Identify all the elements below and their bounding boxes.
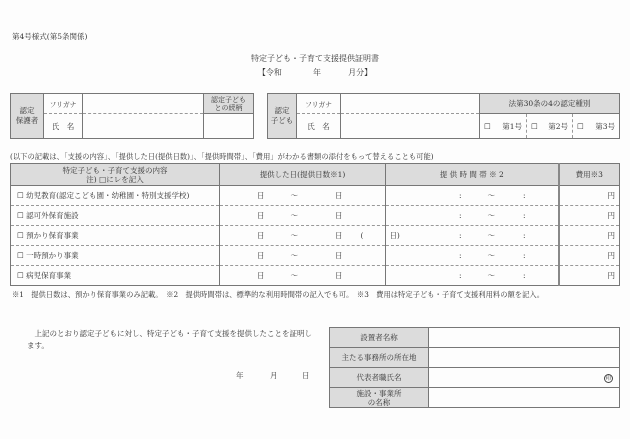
guardian-label-line1: 認定 bbox=[19, 106, 35, 115]
category-option-2[interactable] bbox=[527, 114, 573, 139]
day-from: 日 bbox=[257, 271, 265, 280]
day-from: 日 bbox=[257, 251, 265, 260]
category-1-label: 第1号 bbox=[502, 121, 522, 131]
certification-text: 上記のとおり認定子どもに対し、特定子ども・子育て支援を提供したことを証明します。 bbox=[27, 329, 312, 350]
guardian-name-label: 氏 名 bbox=[44, 114, 83, 139]
cost-field[interactable]: 円 bbox=[559, 186, 620, 206]
checkbox-icon[interactable]: ☐ bbox=[17, 251, 24, 260]
service-option[interactable] bbox=[11, 226, 220, 246]
child-name-label: 氏 名 bbox=[297, 114, 341, 139]
cost-field[interactable]: 円 bbox=[559, 266, 620, 286]
dates-field[interactable] bbox=[220, 186, 386, 206]
representative-field[interactable] bbox=[429, 368, 620, 388]
cert-month: 月 bbox=[270, 371, 278, 380]
hours-field[interactable] bbox=[386, 226, 559, 246]
tilde: 〜 bbox=[290, 211, 298, 220]
hours-field[interactable] bbox=[386, 186, 559, 206]
service-label: 認可外保育施設 bbox=[26, 211, 79, 220]
facility-name-label-line1: 施設・事業所 bbox=[356, 388, 402, 398]
guardian-furigana-label: フリガナ bbox=[44, 94, 83, 114]
period-year: 年 bbox=[313, 68, 321, 77]
hours-field[interactable] bbox=[386, 246, 559, 266]
days-close: 日) bbox=[389, 231, 400, 240]
service-label: 病児保育事業 bbox=[26, 271, 72, 280]
page-title: 特定子ども・子育て支援提供証明書 bbox=[251, 54, 379, 63]
facility-name-label-line2: の名称 bbox=[367, 397, 391, 407]
hours-field[interactable] bbox=[386, 266, 559, 286]
category-3-label: 第3号 bbox=[595, 121, 615, 131]
header-dates: 提供した日(提供日数※1) bbox=[220, 164, 386, 186]
guardian-table bbox=[10, 93, 254, 139]
day-from: 日 bbox=[257, 211, 265, 220]
child-name-field[interactable] bbox=[341, 114, 480, 139]
relation-field[interactable] bbox=[204, 114, 254, 139]
day-to: 日 bbox=[335, 211, 343, 220]
relation-label-line2: との続柄 bbox=[214, 103, 243, 112]
cert-day: 日 bbox=[302, 371, 310, 380]
day-from: 日 bbox=[257, 231, 265, 240]
provider-table bbox=[329, 327, 620, 408]
table-row bbox=[11, 186, 620, 206]
time-to: : bbox=[523, 271, 526, 280]
time-tilde: 〜 bbox=[487, 211, 496, 220]
checkbox-icon[interactable]: ☐ bbox=[531, 121, 538, 131]
day-to: 日 bbox=[335, 231, 343, 240]
header-cost: 費用※3 bbox=[559, 164, 620, 186]
day-to: 日 bbox=[335, 251, 343, 260]
dates-field[interactable] bbox=[220, 266, 386, 286]
time-from: : bbox=[459, 191, 462, 200]
time-from: : bbox=[459, 251, 462, 260]
office-address-label: 主たる事務所の所在地 bbox=[330, 348, 429, 368]
category-header: 法第30条の4の認定種別 bbox=[480, 94, 620, 114]
service-option[interactable] bbox=[11, 266, 220, 286]
attachment-note: (以下の記載は、「支援の内容」、「提供した日(提供日数)」、「提供時間帯」、「費用」がわかる書類の添付をもって替えることも可能) bbox=[10, 152, 434, 161]
header-content-line1: 特定子ども・子育て支援の内容 bbox=[62, 165, 168, 175]
time-tilde: 〜 bbox=[487, 251, 496, 260]
category-2-label: 第2号 bbox=[548, 121, 568, 131]
period-line bbox=[0, 67, 630, 78]
table-row bbox=[11, 266, 620, 286]
day-to: 日 bbox=[335, 271, 343, 280]
child-label-line1: 認定 bbox=[274, 106, 290, 115]
checkbox-icon[interactable]: ☐ bbox=[577, 121, 584, 131]
service-label: 幼児教育(認定こども園・幼稚園・特別支援学校) bbox=[26, 191, 190, 200]
office-address-field[interactable] bbox=[429, 348, 620, 368]
time-tilde: 〜 bbox=[487, 191, 496, 200]
time-tilde: 〜 bbox=[487, 231, 496, 240]
cost-field[interactable]: 円 bbox=[559, 206, 620, 226]
checkbox-icon[interactable]: ☐ bbox=[17, 211, 24, 220]
guardian-label-line2: 保護者 bbox=[15, 116, 39, 125]
relation-label bbox=[204, 94, 254, 114]
tilde: 〜 bbox=[290, 191, 298, 200]
cost-field[interactable]: 円 bbox=[559, 246, 620, 266]
category-option-1[interactable] bbox=[480, 114, 527, 139]
child-label-line2: 子ども bbox=[270, 116, 294, 125]
days-open: ( bbox=[360, 231, 364, 240]
checkbox-icon[interactable]: ☐ bbox=[17, 231, 24, 240]
dates-field[interactable] bbox=[220, 226, 400, 246]
facility-name-label bbox=[330, 388, 429, 408]
header-content bbox=[11, 164, 220, 186]
checkbox-icon[interactable]: ☐ bbox=[484, 121, 491, 131]
service-table bbox=[10, 163, 620, 286]
facility-name-field[interactable] bbox=[429, 388, 620, 408]
period-open: 【令和 bbox=[257, 68, 282, 77]
cost-field[interactable]: 円 bbox=[559, 226, 620, 246]
service-label: 預かり保育事業 bbox=[26, 231, 79, 240]
guardian-label bbox=[11, 94, 44, 139]
child-label bbox=[268, 94, 297, 139]
provider-name-field[interactable] bbox=[429, 328, 620, 348]
footnotes: ※1 提供日数は、預かり保育事業のみ記載。 ※2 提供時間帯は、標準的な利用時間帯の記入でも可。 ※3 費用は特定子ども・子育て支援利用料の額を記入。 bbox=[12, 290, 544, 299]
header-content-line2: 注) □にレを記入 bbox=[86, 174, 144, 184]
tilde: 〜 bbox=[290, 271, 298, 280]
service-label: 一時預かり事業 bbox=[26, 251, 79, 260]
child-table bbox=[267, 93, 620, 139]
time-to: : bbox=[523, 211, 526, 220]
representative-label: 代表者職氏名 bbox=[330, 368, 429, 388]
child-furigana-field[interactable] bbox=[341, 94, 480, 114]
category-option-3[interactable] bbox=[573, 114, 620, 139]
tilde: 〜 bbox=[290, 231, 298, 240]
time-to: : bbox=[523, 191, 526, 200]
table-row bbox=[11, 206, 620, 226]
time-to: : bbox=[523, 231, 526, 240]
service-option[interactable] bbox=[11, 186, 220, 206]
table-row bbox=[11, 246, 620, 266]
table-row bbox=[11, 226, 620, 246]
checkbox-icon[interactable]: ☐ bbox=[17, 191, 24, 200]
header-hours: 提 供 時 間 帯 ※ 2 bbox=[386, 164, 559, 186]
day-from: 日 bbox=[257, 191, 265, 200]
seal-icon: 印 bbox=[605, 374, 612, 382]
dates-field[interactable] bbox=[220, 206, 386, 226]
service-option[interactable] bbox=[11, 206, 220, 226]
tilde: 〜 bbox=[290, 251, 298, 260]
service-option[interactable] bbox=[11, 246, 220, 266]
dates-field[interactable] bbox=[220, 246, 386, 266]
child-furigana-label: フリガナ bbox=[297, 94, 341, 114]
time-from: : bbox=[459, 231, 462, 240]
day-to: 日 bbox=[335, 191, 343, 200]
checkbox-icon[interactable]: ☐ bbox=[17, 271, 24, 280]
time-tilde: 〜 bbox=[487, 271, 496, 280]
time-from: : bbox=[459, 271, 462, 280]
cert-year: 年 bbox=[236, 371, 244, 380]
provider-name-label: 設置者名称 bbox=[330, 328, 429, 348]
time-to: : bbox=[523, 251, 526, 260]
time-from: : bbox=[459, 211, 462, 220]
form-number: 第4号様式(第5条関係) bbox=[12, 32, 88, 41]
hours-field[interactable] bbox=[386, 206, 559, 226]
period-month: 月分】 bbox=[348, 68, 373, 77]
guardian-furigana-field[interactable] bbox=[83, 94, 204, 114]
relation-label-line1: 認定子ども bbox=[211, 95, 246, 104]
guardian-name-field[interactable] bbox=[83, 114, 204, 139]
